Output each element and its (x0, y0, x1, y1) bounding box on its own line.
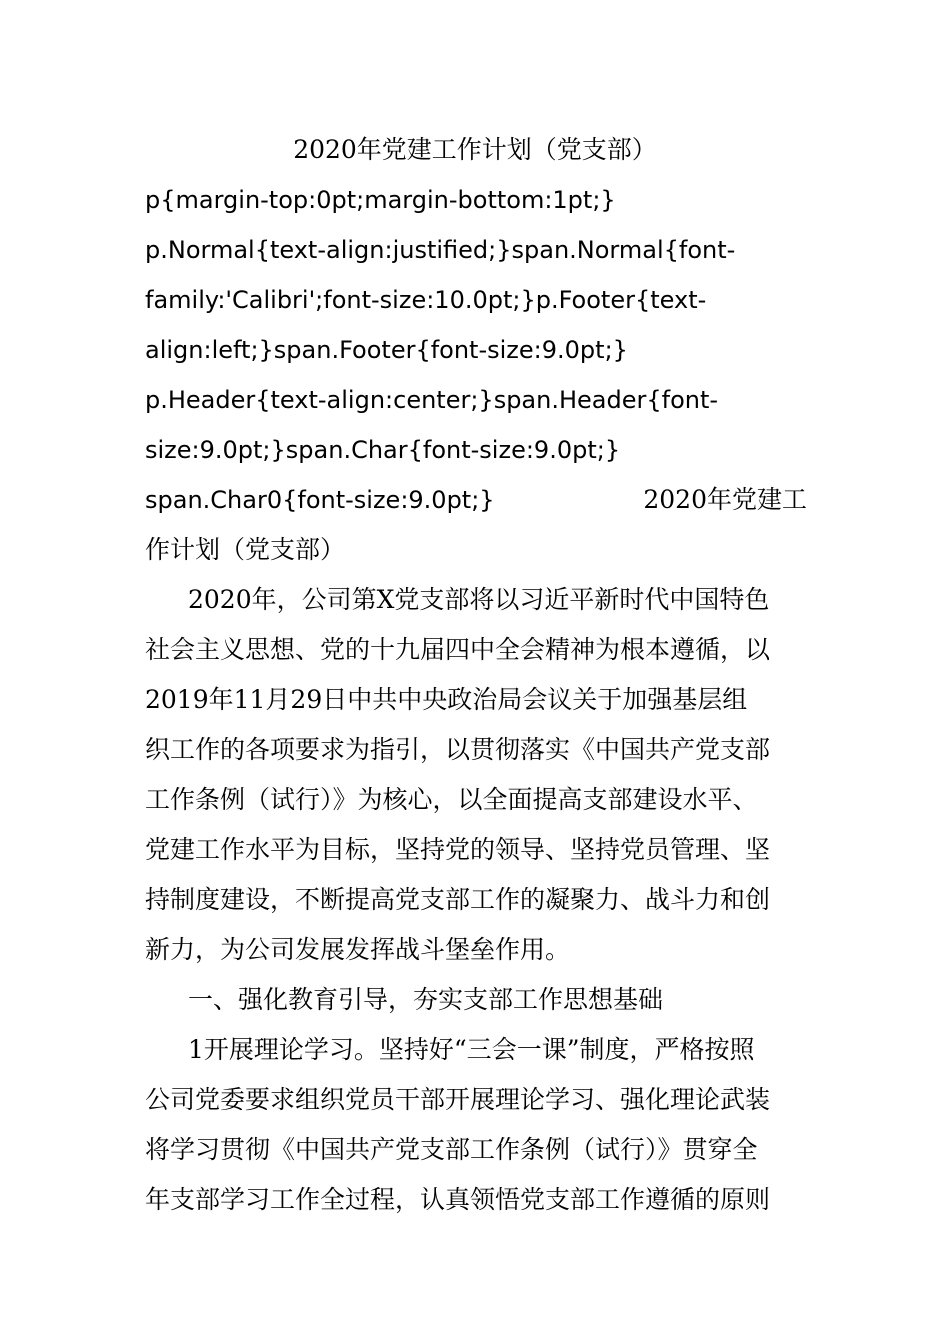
inline-title-part-1: 2020年党建工 (643, 485, 807, 514)
body-line-7: 持制度建设，不断提高党支部工作的凝聚力、战斗力和创 (145, 885, 771, 914)
body-line-13: 年支部学习工作全过程，认真领悟党支部工作遵循的原则 (145, 1185, 771, 1214)
css-text-line-3: family:'Calibri';font-size:10.0pt;}p.Footer{text- (145, 286, 707, 314)
body-line-4: 织工作的各项要求为指引，以贯彻落实《中国共产党支部 (145, 735, 771, 764)
css-last-rule: span.Char0{font-size:9.0pt;} (145, 486, 495, 514)
body-line-11: 公司党委要求组织党员干部开展理论学习、强化理论武装 (145, 1085, 771, 1114)
body-line-3: 2019年11月29日中共中央政治局会议关于加强基层组 (145, 685, 748, 714)
document-title: 2020年党建工作计划（党支部） (293, 135, 657, 164)
css-text-line-7 (145, 480, 807, 520)
css-text-line-1: p{margin-top:0pt;margin-bottom:1pt;} (145, 186, 616, 214)
inline-title-part-2: 作计划（党支部） (145, 535, 346, 564)
body-line-5: 工作条例（试行）》为核心，以全面提高支部建设水平、 (145, 785, 758, 814)
body-line-1: 2020年，公司第X党支部将以习近平新时代中国特色 (188, 585, 770, 614)
css-text-line-4: align:left;}span.Footer{font-size:9.0pt;} (145, 336, 628, 364)
body-line-10: 1开展理论学习。坚持好“三会一课”制度，严格按照 (188, 1035, 755, 1064)
body-line-6: 党建工作水平为目标，坚持党的领导、坚持党员管理、坚 (145, 835, 771, 864)
css-text-line-2: p.Normal{text-align:justified;}span.Normal{font- (145, 236, 736, 264)
section-heading-1: 一、强化教育引导，夯实支部工作思想基础 (188, 985, 664, 1014)
css-text-line-6: size:9.0pt;}span.Char{font-size:9.0pt;} (145, 436, 621, 464)
body-line-12: 将学习贯彻《中国共产党支部工作条例（试行）》贯穿全 (145, 1135, 758, 1164)
body-line-8: 新力，为公司发展发挥战斗堡垒作用。 (145, 935, 571, 964)
body-line-2: 社会主义思想、党的十九届四中全会精神为根本遵循，以 (145, 635, 771, 664)
css-text-line-5: p.Header{text-align:center;}span.Header{font- (145, 386, 719, 414)
